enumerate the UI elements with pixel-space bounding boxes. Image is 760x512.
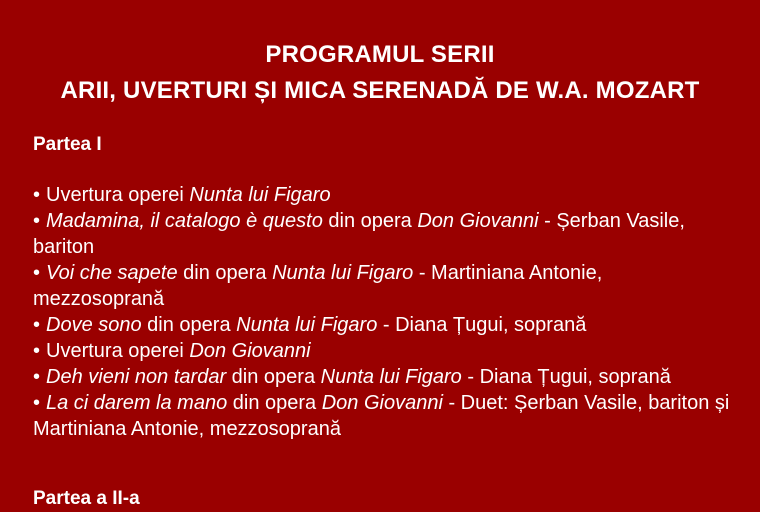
bullet-icon: • <box>33 314 41 336</box>
program-item-text: - Șerban Vasile, bariton <box>33 210 685 258</box>
program-item <box>33 338 733 364</box>
program-item-text: - Diana Țugui, soprană <box>377 314 587 336</box>
program-item-title: Don Giovanni <box>321 392 443 414</box>
program-item-title: La ci darem la mano <box>46 392 228 414</box>
program-item <box>33 260 733 312</box>
program-item-text: - Diana Țugui, soprană <box>461 366 671 388</box>
program-item-text: - Martiniana Antonie, mezzosoprană <box>33 262 603 310</box>
program-item <box>33 364 733 390</box>
program-item-text: din opera <box>227 392 322 414</box>
program-item-title: Nunta lui Figaro <box>320 366 462 388</box>
part-1-heading: Partea I <box>33 134 102 155</box>
program-title <box>0 37 760 109</box>
part-2-heading: Partea a II-a <box>33 488 140 509</box>
program-item-text: din opera <box>226 366 321 388</box>
program-item <box>33 208 733 260</box>
program-item-title: Don Giovanni <box>417 210 539 232</box>
program-item-title: Nunta lui Figaro <box>272 262 414 284</box>
program-item-text: din opera <box>177 262 273 284</box>
program-item-text: Uvertura operei <box>46 184 190 206</box>
program-item-title: Nunta lui Figaro <box>236 314 378 336</box>
program-item-text: din opera <box>322 210 418 232</box>
program-item-text: Uvertura operei <box>46 340 190 362</box>
program-item-title: Madamina, il catalogo è questo <box>46 210 323 232</box>
bullet-icon: • <box>33 366 41 388</box>
title-line-2: ARII, UVERTURI ȘI MICA SERENADĂ DE W.A. MOZART <box>60 77 700 104</box>
bullet-icon: • <box>33 340 41 362</box>
title-line-1: PROGRAMUL SERII <box>265 41 495 68</box>
program-item <box>33 312 733 338</box>
program-item-title: Nunta lui Figaro <box>189 184 331 206</box>
program-item <box>33 182 733 208</box>
bullet-icon: • <box>33 262 41 284</box>
program-item-title: Dove sono <box>46 314 142 336</box>
program-item-title: Don Giovanni <box>189 340 311 362</box>
program-item <box>33 390 733 442</box>
program-list <box>33 182 733 442</box>
bullet-icon: • <box>33 184 41 206</box>
bullet-icon: • <box>33 210 41 232</box>
bullet-icon: • <box>33 392 41 414</box>
program-item-text: - Duet: Șerban Vasile, bariton și Martiniana Antonie, mezzosoprană <box>33 392 730 440</box>
program-item-title: Deh vieni non tardar <box>46 366 227 388</box>
program-item-text: din opera <box>141 314 237 336</box>
program-item-title: Voi che sapete <box>46 262 178 284</box>
